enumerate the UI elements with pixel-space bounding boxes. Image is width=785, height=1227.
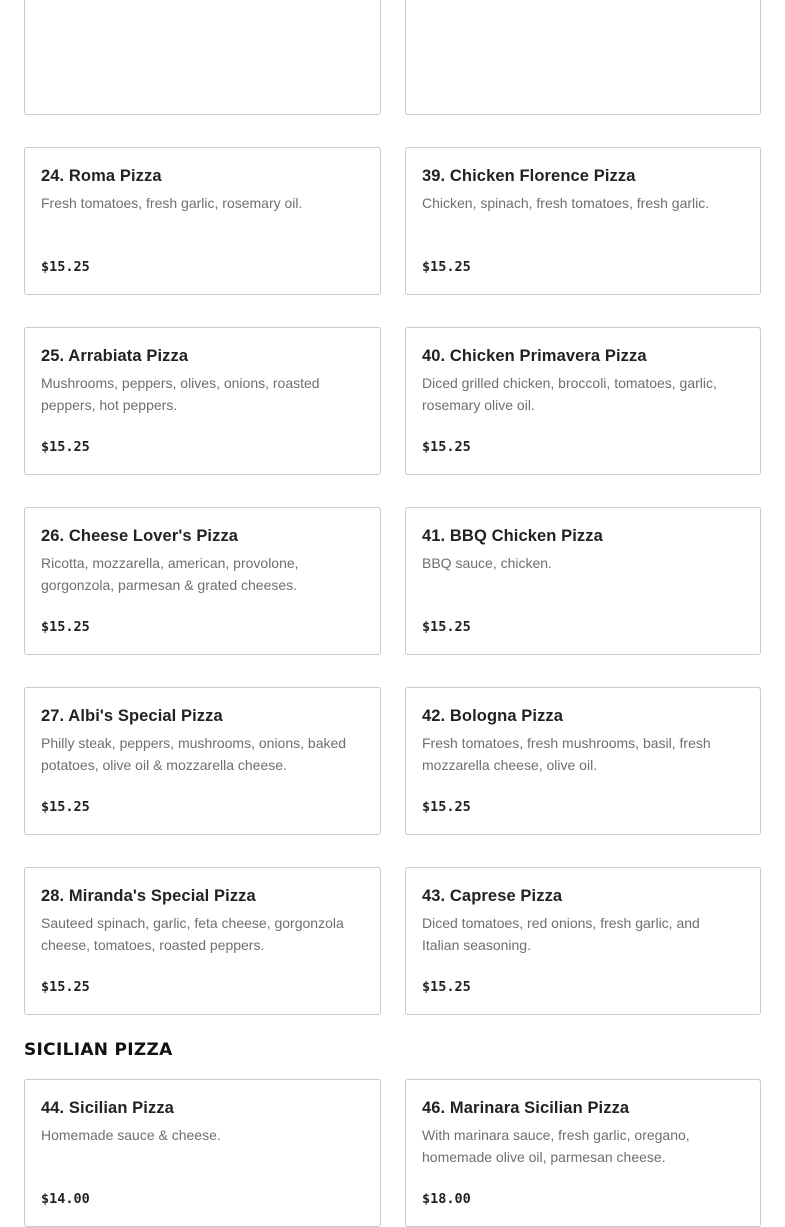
menu-item-description: Sauteed spinach, garlic, feta cheese, gorgonzola cheese, tomatoes, roasted peppers. bbox=[41, 915, 344, 953]
menu-item-description: Fresh tomatoes, fresh mushrooms, basil, fresh mozzarella cheese, olive oil. bbox=[422, 735, 711, 773]
menu-item-price: $15.25 bbox=[41, 259, 90, 275]
menu-item-description: Homemade sauce & cheese. bbox=[41, 1127, 221, 1143]
menu-item-card[interactable] bbox=[405, 147, 761, 295]
menu-item-card[interactable] bbox=[405, 507, 761, 655]
sicilian-pizza-grid bbox=[0, 1079, 785, 1227]
section-heading-sicilian: SICILIAN PIZZA bbox=[24, 1040, 173, 1060]
menu-item-title: 28. Miranda's Special Pizza bbox=[41, 887, 256, 905]
menu-item-card[interactable] bbox=[405, 867, 761, 1015]
menu-item-title: 44. Sicilian Pizza bbox=[41, 1099, 174, 1117]
menu-item-description: Chicken, spinach, fresh tomatoes, fresh garlic. bbox=[422, 195, 710, 211]
menu-item-description: Fresh tomatoes, fresh garlic, rosemary oil. bbox=[41, 195, 303, 211]
menu-item-price: $15.25 bbox=[422, 619, 471, 635]
menu-item-title: 42. Bologna Pizza bbox=[422, 707, 564, 725]
menu-item-card[interactable] bbox=[24, 867, 381, 1015]
menu-item-card[interactable] bbox=[24, 687, 381, 835]
menu-item-card[interactable] bbox=[405, 1079, 761, 1227]
menu-item-description: BBQ sauce, chicken. bbox=[422, 555, 552, 571]
menu-item-price: $15.25 bbox=[422, 259, 471, 275]
menu-item-price: $15.25 bbox=[422, 979, 471, 995]
menu-item-description: Diced tomatoes, red onions, fresh garlic, and Italian seasoning. bbox=[422, 915, 700, 953]
menu-item-card[interactable] bbox=[24, 327, 381, 475]
menu-item-price: $15.25 bbox=[41, 979, 90, 995]
menu-item-title: 26. Cheese Lover's Pizza bbox=[41, 527, 239, 545]
menu-item-description: Philly steak, peppers, mushrooms, onions, baked potatoes, olive oil & mozzarella cheese. bbox=[41, 735, 347, 773]
menu-item-title: 40. Chicken Primavera Pizza bbox=[422, 347, 647, 365]
menu-item-price: $18.00 bbox=[422, 1191, 471, 1207]
menu-item-card[interactable] bbox=[405, 0, 761, 115]
menu-item-card[interactable] bbox=[405, 327, 761, 475]
menu-item-price: $15.25 bbox=[422, 439, 471, 455]
menu-item-price: $14.00 bbox=[41, 1191, 90, 1207]
menu-item-title: 43. Caprese Pizza bbox=[422, 887, 563, 905]
menu-item-description: With marinara sauce, fresh garlic, oregano, homemade olive oil, parmesan cheese. bbox=[422, 1127, 690, 1165]
menu-item-card[interactable] bbox=[405, 687, 761, 835]
menu-item-card[interactable] bbox=[24, 147, 381, 295]
menu-item-description: Ricotta, mozzarella, american, provolone, gorgonzola, parmesan & grated cheeses. bbox=[41, 555, 299, 593]
menu-item-description: Diced grilled chicken, broccoli, tomatoes, garlic, rosemary olive oil. bbox=[422, 375, 717, 413]
menu-item-title: 24. Roma Pizza bbox=[41, 167, 162, 185]
menu-item-price: $15.25 bbox=[422, 799, 471, 815]
menu-item-card[interactable] bbox=[24, 1079, 381, 1227]
menu-item-title: 25. Arrabiata Pizza bbox=[41, 347, 189, 365]
menu-item-card[interactable] bbox=[24, 507, 381, 655]
menu-item-description: Mushrooms, peppers, olives, onions, roasted peppers, hot peppers. bbox=[41, 375, 320, 413]
menu-item-title: 39. Chicken Florence Pizza bbox=[422, 167, 636, 185]
menu-item-price: $15.25 bbox=[41, 799, 90, 815]
menu-item-price: $15.25 bbox=[41, 619, 90, 635]
menu-item-title: 41. BBQ Chicken Pizza bbox=[422, 527, 603, 545]
menu-item-price: $15.25 bbox=[41, 439, 90, 455]
menu-item-title: 27. Albi's Special Pizza bbox=[41, 707, 223, 725]
menu-item-title: 46. Marinara Sicilian Pizza bbox=[422, 1099, 630, 1117]
menu-item-card[interactable] bbox=[24, 0, 381, 115]
